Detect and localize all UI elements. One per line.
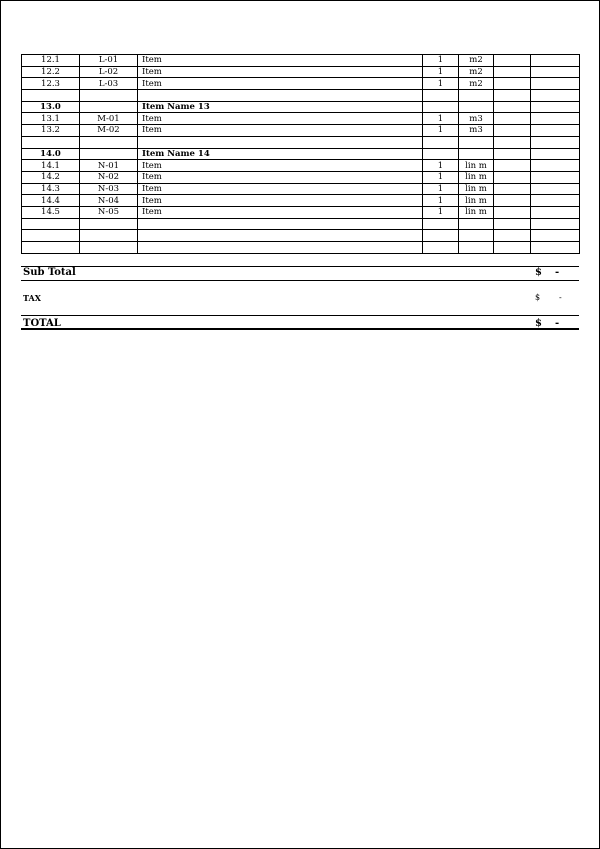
item-number-cell: 12.2 xyxy=(22,66,80,78)
table-row xyxy=(22,206,580,218)
rate-cell xyxy=(494,148,531,160)
table-row xyxy=(22,90,580,102)
unit-cell xyxy=(459,90,494,102)
unit-cell xyxy=(459,101,494,113)
table-row xyxy=(22,218,580,230)
table-row xyxy=(22,183,580,195)
item-number-cell: 12.3 xyxy=(22,78,80,90)
subtotal-currency: $ xyxy=(535,267,542,278)
amount-cell xyxy=(531,101,580,113)
tax-currency: $ xyxy=(535,293,541,302)
amount-cell xyxy=(531,55,580,67)
amount-cell xyxy=(531,148,580,160)
quantity-cell xyxy=(423,230,459,242)
quantity-cell: 1 xyxy=(423,206,459,218)
rate-cell xyxy=(494,125,531,137)
amount-cell xyxy=(531,113,580,125)
quantity-cell: 1 xyxy=(423,66,459,78)
subtotal-bottom-rule xyxy=(21,280,579,281)
item-number-cell: 14.2 xyxy=(22,171,80,183)
item-code-cell: L-03 xyxy=(80,78,138,90)
tax-value: - xyxy=(559,293,562,302)
item-description-cell xyxy=(138,230,423,242)
subtotal-label: Sub Total xyxy=(23,267,76,278)
item-number-cell: 13.1 xyxy=(22,113,80,125)
amount-cell xyxy=(531,195,580,207)
item-description-cell: Item xyxy=(138,171,423,183)
item-code-cell xyxy=(80,136,138,148)
rate-cell xyxy=(494,101,531,113)
subtotal-top-rule xyxy=(21,266,579,267)
item-description-cell xyxy=(138,242,423,254)
amount-cell xyxy=(531,171,580,183)
item-code-cell: N-02 xyxy=(80,171,138,183)
quantity-cell: 1 xyxy=(423,55,459,67)
item-number-cell xyxy=(22,136,80,148)
unit-cell: lin m xyxy=(459,171,494,183)
unit-cell xyxy=(459,230,494,242)
item-code-cell xyxy=(80,218,138,230)
amount-cell xyxy=(531,206,580,218)
quantity-cell: 1 xyxy=(423,171,459,183)
item-code-cell xyxy=(80,242,138,254)
item-description-cell: Item xyxy=(138,55,423,67)
quantity-cell: 1 xyxy=(423,78,459,90)
item-description-cell xyxy=(138,218,423,230)
item-number-cell xyxy=(22,218,80,230)
rate-cell xyxy=(494,206,531,218)
table-row xyxy=(22,230,580,242)
total-label: TOTAL xyxy=(23,318,61,329)
item-number-cell: 14.1 xyxy=(22,160,80,172)
item-code-cell: L-01 xyxy=(80,55,138,67)
item-number-cell: 14.5 xyxy=(22,206,80,218)
amount-cell xyxy=(531,90,580,102)
unit-cell: m2 xyxy=(459,66,494,78)
rate-cell xyxy=(494,195,531,207)
item-number-cell xyxy=(22,90,80,102)
quantity-cell: 1 xyxy=(423,125,459,137)
table-row xyxy=(22,195,580,207)
rate-cell xyxy=(494,218,531,230)
item-code-cell: L-02 xyxy=(80,66,138,78)
item-description-cell: Item Name 14 xyxy=(138,148,423,160)
unit-cell xyxy=(459,148,494,160)
item-description-cell: Item Name 13 xyxy=(138,101,423,113)
section-header-row xyxy=(22,101,580,113)
rate-cell xyxy=(494,136,531,148)
amount-cell xyxy=(531,78,580,90)
table-row xyxy=(22,160,580,172)
rate-cell xyxy=(494,90,531,102)
item-description-cell: Item xyxy=(138,113,423,125)
rate-cell xyxy=(494,242,531,254)
item-number-cell: 13.2 xyxy=(22,125,80,137)
quantity-cell xyxy=(423,136,459,148)
quantity-cell xyxy=(423,90,459,102)
rate-cell xyxy=(494,230,531,242)
amount-cell xyxy=(531,125,580,137)
item-description-cell: Item xyxy=(138,160,423,172)
rate-cell xyxy=(494,160,531,172)
rate-cell xyxy=(494,66,531,78)
item-description-cell: Item xyxy=(138,78,423,90)
item-description-cell xyxy=(138,136,423,148)
quantity-cell xyxy=(423,242,459,254)
item-number-cell: 14.0 xyxy=(22,148,80,160)
unit-cell: m3 xyxy=(459,113,494,125)
table-row xyxy=(22,66,580,78)
amount-cell xyxy=(531,230,580,242)
unit-cell xyxy=(459,136,494,148)
rate-cell xyxy=(494,113,531,125)
item-code-cell: N-01 xyxy=(80,160,138,172)
item-number-cell: 12.1 xyxy=(22,55,80,67)
item-description-cell: Item xyxy=(138,206,423,218)
section-header-row xyxy=(22,148,580,160)
amount-cell xyxy=(531,136,580,148)
unit-cell xyxy=(459,242,494,254)
total-bottom-rule xyxy=(21,328,579,330)
item-description-cell: Item xyxy=(138,183,423,195)
unit-cell xyxy=(459,218,494,230)
item-number-cell: 13.0 xyxy=(22,101,80,113)
subtotal-value: - xyxy=(555,267,560,278)
table-row xyxy=(22,136,580,148)
item-number-cell: 14.3 xyxy=(22,183,80,195)
unit-cell: m3 xyxy=(459,125,494,137)
item-description-cell xyxy=(138,90,423,102)
rate-cell xyxy=(494,183,531,195)
rate-cell xyxy=(494,55,531,67)
unit-cell: lin m xyxy=(459,206,494,218)
quantity-cell: 1 xyxy=(423,113,459,125)
quantity-cell xyxy=(423,101,459,113)
table-row xyxy=(22,171,580,183)
unit-cell: lin m xyxy=(459,183,494,195)
item-number-cell: 14.4 xyxy=(22,195,80,207)
tax-label: TAX xyxy=(23,293,41,303)
quantity-cell: 1 xyxy=(423,195,459,207)
amount-cell xyxy=(531,160,580,172)
bill-of-quantities-table xyxy=(21,54,580,254)
amount-cell xyxy=(531,66,580,78)
item-code-cell: N-04 xyxy=(80,195,138,207)
total-top-rule xyxy=(21,315,579,316)
item-number-cell xyxy=(22,242,80,254)
amount-cell xyxy=(531,183,580,195)
quantity-cell xyxy=(423,218,459,230)
item-code-cell: M-01 xyxy=(80,113,138,125)
item-code-cell xyxy=(80,90,138,102)
item-code-cell: N-05 xyxy=(80,206,138,218)
unit-cell: lin m xyxy=(459,195,494,207)
quantity-cell: 1 xyxy=(423,160,459,172)
quantity-cell: 1 xyxy=(423,183,459,195)
quantity-cell xyxy=(423,148,459,160)
rate-cell xyxy=(494,171,531,183)
unit-cell: m2 xyxy=(459,78,494,90)
item-description-cell: Item xyxy=(138,125,423,137)
unit-cell: m2 xyxy=(459,55,494,67)
item-description-cell: Item xyxy=(138,195,423,207)
item-number-cell xyxy=(22,230,80,242)
amount-cell xyxy=(531,218,580,230)
table-row xyxy=(22,78,580,90)
item-code-cell: M-02 xyxy=(80,125,138,137)
item-code-cell xyxy=(80,230,138,242)
item-description-cell: Item xyxy=(138,66,423,78)
table-row xyxy=(22,125,580,137)
table-row xyxy=(22,242,580,254)
unit-cell: lin m xyxy=(459,160,494,172)
item-code-cell xyxy=(80,148,138,160)
rate-cell xyxy=(494,78,531,90)
item-code-cell: N-03 xyxy=(80,183,138,195)
total-value: - xyxy=(555,318,560,329)
table-row xyxy=(22,55,580,67)
table-row xyxy=(22,113,580,125)
amount-cell xyxy=(531,242,580,254)
item-code-cell xyxy=(80,101,138,113)
total-currency: $ xyxy=(535,318,542,329)
